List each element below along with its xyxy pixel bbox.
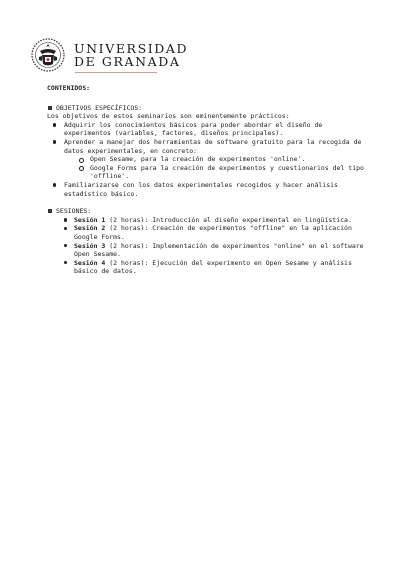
objectives-intro: Los objetivos de estos seminarios son eminentemente prácticos: xyxy=(47,112,290,121)
sublist-item xyxy=(74,164,372,181)
session-description: (2 horas): Creación de experimentos "offline" en la aplicación Google Forms. xyxy=(74,224,352,241)
square-bullet-icon xyxy=(48,106,52,110)
list-item xyxy=(47,181,372,198)
header-divider xyxy=(75,72,157,73)
sessions-title-text: SESIONES: xyxy=(56,207,92,216)
objectives-title xyxy=(48,104,372,113)
session-description: (2 horas): Introducción al diseño experimental en lingüística. xyxy=(105,215,352,224)
list-item xyxy=(47,138,372,181)
session-item xyxy=(64,216,372,225)
session-item xyxy=(64,224,372,241)
contents-heading: CONTENIDOS: xyxy=(47,84,91,92)
university-name xyxy=(74,42,188,68)
sublist-item-text: Google Forms para la creación de experimentos y cuestionarios del tipo 'offline'. xyxy=(90,163,364,181)
university-name-line1: UNIVERSIDAD xyxy=(74,41,189,56)
sublist-item xyxy=(74,155,372,164)
objectives-list xyxy=(47,121,372,198)
sessions-title xyxy=(48,207,372,216)
session-label: Sesión 2 xyxy=(74,224,106,233)
university-header xyxy=(30,37,188,73)
session-description: (2 horas): Implementación de experimentos "online" en el software Open Sesame. xyxy=(74,241,364,259)
objectives-title-text: OBJETIVOS ESPECÍFICOS: xyxy=(56,103,143,112)
square-bullet-icon xyxy=(48,209,52,213)
session-item xyxy=(64,259,372,276)
sessions-list xyxy=(47,216,372,276)
list-item-text: Adquirir los conocimientos básicos para poder abordar el diseño de experimentos (variables, factores, diseños principales). xyxy=(64,120,323,138)
list-item xyxy=(47,121,372,138)
university-crest-icon xyxy=(30,37,66,73)
document-content xyxy=(47,84,372,276)
sublist-item-text: Open Sesame, para la creación de experimentos 'online'. xyxy=(90,155,306,164)
list-item-text: Familiarizarse con los datos experimentales recogidos y hacer análisis estadístico básico. xyxy=(64,180,338,198)
session-label: Sesión 4 xyxy=(74,258,106,267)
session-label: Sesión 3 xyxy=(74,241,106,250)
list-item-text: Aprender a manejar dos herramientas de software gratuito para la recogida de datos experimentales, en concreto: xyxy=(64,137,362,155)
session-label: Sesión 1 xyxy=(74,215,106,224)
university-name-line2: DE GRANADA xyxy=(74,54,181,69)
session-item xyxy=(64,242,372,259)
objectives-sublist xyxy=(64,155,372,181)
session-description: (2 horas): Ejecución del experimento en Open Sesame y análisis básico de datos. xyxy=(74,258,352,276)
